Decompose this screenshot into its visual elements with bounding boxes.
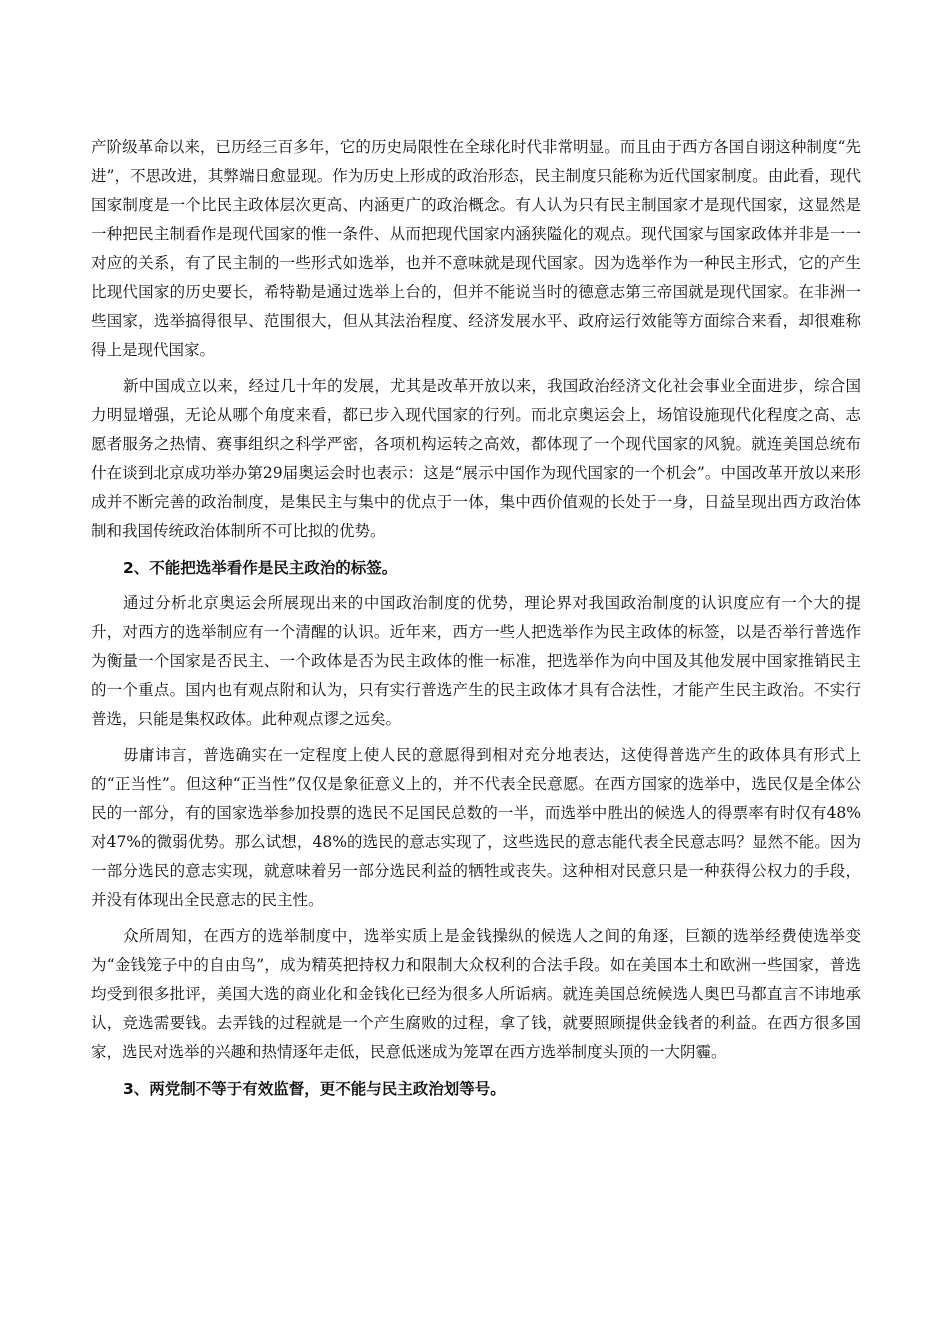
paragraph-china-modern-state: 新中国成立以来，经过几十年的发展，尤其是改革开放以来，我国政治经济文化社会事业全面进步，综合国力明显增强，无论从哪个角度来看，都已步入现代国家的行列。而北京奥运会上，场馆设施现代化程度之高、志愿者服务之热情、赛事组织之科学严密，各项机构运转之高效，都体现了一个现代国家的风貌。就连美国总统布什在谈到北京成功举办第29届奥运会时也表示：这是“展示中国作为现代国家的一个机会”。中国改革开放以来形成并不断完善的政治制度，是集民主与集中的优点于一体，集中西价值观的长处于一身，日益呈现出西方政治体制和我国传统政治体制所不可比拟的优势。 <box>91 377 861 540</box>
section-heading-election: 2、不能把选举看作是民主政治的标签。 <box>123 559 398 577</box>
paragraph-election-legitimacy: 毋庸讳言，普选确实在一定程度上使人民的意愿得到相对充分地表达，这使得普选产生的政体具有形式上的“正当性”。但这种“正当性”仅仅是象征意义上的，并不代表全民意愿。在西方国家的选举中，选民仅是全体公民的一部分，有的国家选举参加投票的选民不足国民总数的一半，而选举中胜出的候选人的得票率有时仅有48%对47%的微弱优势。那么试想，48%的选民的意志实现了，这些选民的意志能代表全民意志吗？显然不能。因为一部分选民的意志实现，就意味着另一部分选民利益的牺牲或丧失。这种相对民意只是一种获得公权力的手段，并没有体现出全民意志的民主性。 <box>91 746 861 909</box>
paragraph-election-label: 通过分析北京奥运会所展现出来的中国政治制度的优势，理论界对我国政治制度的认识度应有一个大的提升，对西方的选举制应有一个清醒的认识。近年来，西方一些人把选举作为民主政体的标签，以是否举行普选作为衡量一个国家是否民主、一个政体是否为民主政体的惟一标准，把选举作为向中国及其他发展中国家推销民主的一个重点。国内也有观点附和认为，只有实行普选产生的民主政体才具有合法性，才能产生民主政治。不实行普选，只能是集权政体。此种观点谬之远矣。 <box>91 594 861 728</box>
paragraph-election-money: 众所周知，在西方的选举制度中，选举实质上是金钱操纵的候选人之间的角逐，巨额的选举经费使选举变为“金钱笼子中的自由鸟”，成为精英把持权力和限制大众权利的合法手段。如在美国本土和欧洲一些国家，普选均受到很多批评，美国大选的商业化和金钱化已经为很多人所诟病。就连美国总统候选人奥巴马都直言不讳地承认，竞选需要钱。去弄钱的过程就是一个产生腐败的过程，拿了钱，就要照顾提供金钱者的利益。在西方很多国家，选民对选举的兴趣和热情逐年走低，民意低迷成为笼罩在西方选举制度头顶的一大阴霾。 <box>91 927 861 1061</box>
section-heading-two-party: 3、两党制不等于有效监督，更不能与民主政治划等号。 <box>123 1080 506 1098</box>
document-page <box>91 133 861 1110</box>
paragraph-modern-state-definition: 产阶级革命以来，已历经三百多年，它的历史局限性在全球化时代非常明显。而且由于西方各国自诩这种制度“先进”，不思改进，其弊端日愈显现。作为历史上形成的政治形态，民主制度只能称为近代国家制度。由此看，现代国家制度是一个比民主政体层次更高、内涵更广的政治概念。有人认为只有民主制国家才是现代国家，这显然是一种把民主制看作是现代国家的惟一条件、从而把现代国家内涵狭隘化的观点。现代国家与国家政体并非是一一对应的关系，有了民主制的一些形式如选举，也并不意味就是现代国家。因为选举作为一种民主形式，它的产生比现代国家的历史要长，希特勒是通过选举上台的，但并不能说当时的德意志第三帝国就是现代国家。在非洲一些国家，选举搞得很早、范围很大，但从其法治程度、经济发展水平、政府运行效能等方面综合来看，却很难称得上是现代国家。 <box>91 138 861 359</box>
